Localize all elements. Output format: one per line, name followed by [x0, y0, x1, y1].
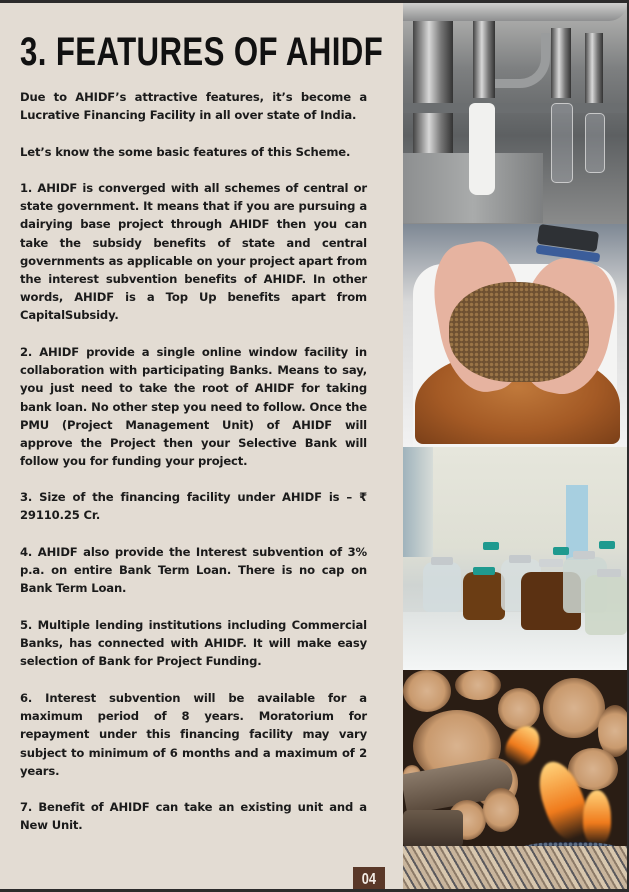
animal-feed-photo [403, 224, 627, 447]
feature-item-7: 7. Benefit of AHIDF can take an existing unit and a New Unit. [20, 800, 367, 833]
feature-item-1: 1. AHIDF is converged with all schemes of central or state government. It means that if you are pursuing a dairying base project through AHIDF then you can take the subsidy benefits of state and central governments as applicable on your project apart from the interest subvention benefits of AHIDF. In other words, AHIDF is a Top Up benefits apart from CapitalSubsidy. [20, 181, 367, 323]
feature-item-2: 2. AHIDF provide a single online window facility in collaboration with participating Banks. Means to say, you just need to take the root of AHIDF for taking bank loan. No other step you need to follow. Once the PMU (Project Management Unit) of AHIDF will approve the Project then your Selective Bank will follow you for funding your project. [20, 345, 367, 469]
feature-item-4: 4. AHIDF also provide the Interest subvention of 3% p.a. on entire Bank Term Loan. There is no cap on Bank Term Loan. [20, 545, 367, 596]
feature-item-6: 6. Interest subvention will be available for a maximum period of 8 years. Moratorium for repayment under this financing facility may vary subject to minimum of 6 months and a maximum of 2 years. [20, 691, 367, 778]
document-page [0, 3, 629, 889]
firewood-pellets-photo [403, 670, 627, 889]
lead-paragraph: Let’s know the some basic features of this Scheme. [20, 145, 351, 159]
feature-item-3: 3. Size of the financing facility under AHIDF is – ₹ 29110.25 Cr. [20, 490, 367, 523]
page-title: 3. FEATURES OF AHIDF [20, 30, 384, 74]
intro-paragraph: Due to AHIDF’s attractive features, it’s become a Lucrative Financing Facility in all over state of India. [20, 90, 367, 123]
dairy-machine-photo [403, 3, 627, 224]
page-number: 04 [361, 871, 377, 888]
medicine-vials-photo [403, 447, 627, 670]
photo-column [403, 3, 627, 889]
feature-item-5: 5. Multiple lending institutions including Commercial Banks, has connected with AHIDF. It will make easy selection of Bank for Project Funding. [20, 618, 367, 669]
